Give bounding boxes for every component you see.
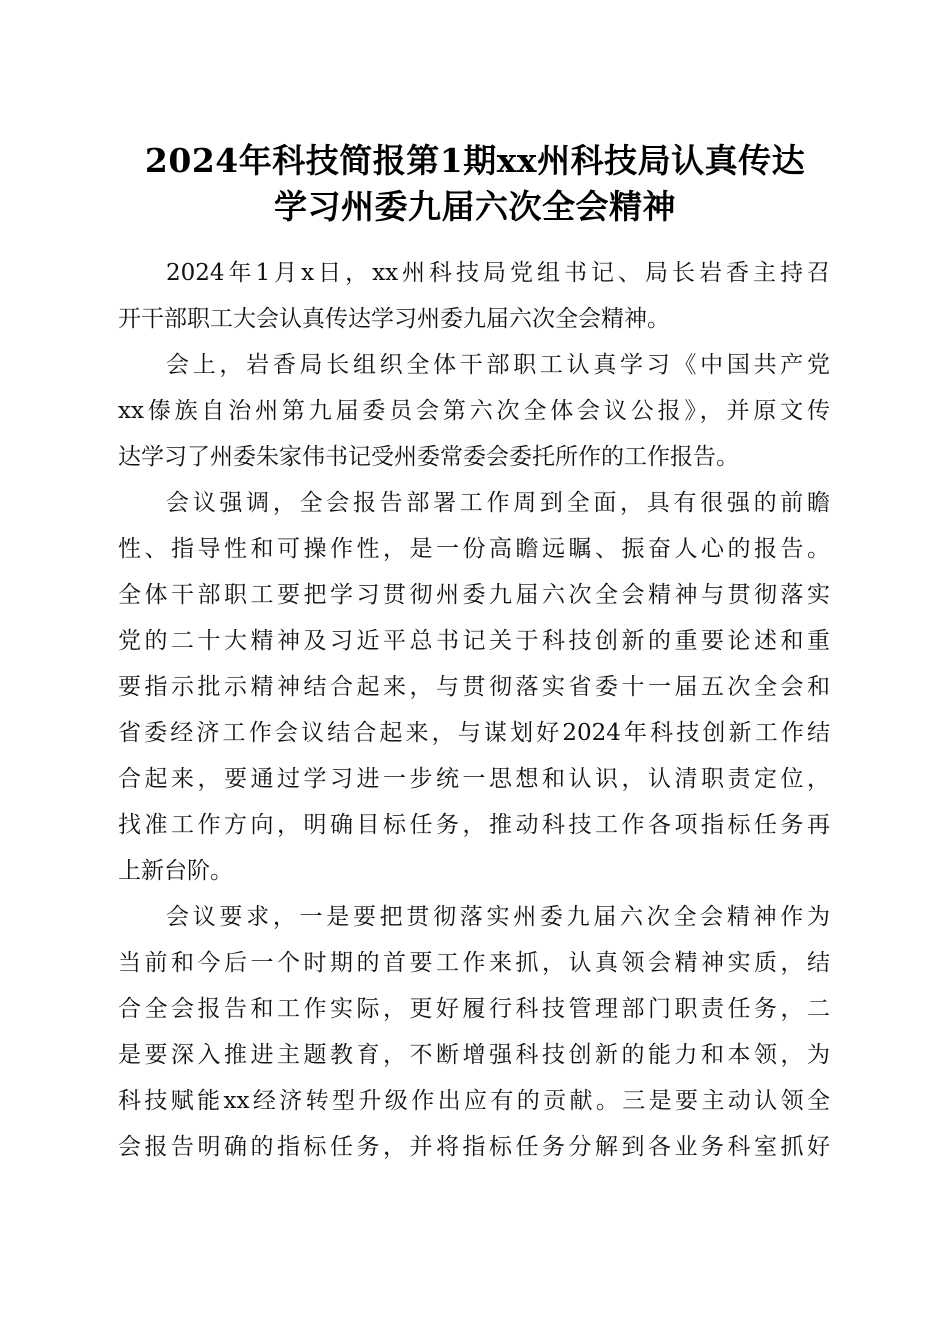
paragraph-line: 会报告明确的指标任务，并将指标任务分解到各业务科室抓好 <box>118 1134 830 1160</box>
paragraph-1 <box>118 250 830 342</box>
paragraph-line: 上新台阶。 <box>118 858 233 884</box>
paragraph-line: 开干部职工大会认真传达学习州委九届六次全会精神。 <box>118 306 670 332</box>
paragraph-line: 找准工作方向，明确目标任务，推动科技工作各项指标任务再 <box>118 812 830 838</box>
paragraph-line: 合起来，要通过学习进一步统一思想和认识，认清职责定位， <box>118 766 830 792</box>
paragraph-line: 会议强调，全会报告部署工作周到全面，具有很强的前瞻 <box>166 490 830 516</box>
document-title <box>100 138 850 230</box>
paragraph-4 <box>118 894 830 1170</box>
title-line-2: 学习州委九届六次全会精神 <box>274 187 676 226</box>
paragraph-line: 合全会报告和工作实际，更好履行科技管理部门职责任务，二 <box>118 996 830 1022</box>
paragraph-line: 要指示批示精神结合起来，与贯彻落实省委十一届五次全会和 <box>118 674 830 700</box>
paragraph-line: 全体干部职工要把学习贯彻州委九届六次全会精神与贯彻落实 <box>118 582 830 608</box>
title-line-1: 2024年科技简报第1期xx州科技局认真传达 <box>144 141 806 180</box>
paragraph-line: 2024年1月x日，xx州科技局党组书记、局长岩香主持召 <box>166 260 830 286</box>
paragraph-line: xx傣族自治州第九届委员会第六次全体会议公报》，并原文传 <box>118 398 830 424</box>
paragraph-line: 达学习了州委朱家伟书记受州委常委会委托所作的工作报告。 <box>118 444 739 470</box>
document-body <box>118 250 830 1170</box>
paragraph-3 <box>118 480 830 894</box>
paragraph-line: 党的二十大精神及习近平总书记关于科技创新的重要论述和重 <box>118 628 830 654</box>
paragraph-line: 会上，岩香局长组织全体干部职工认真学习《中国共产党 <box>166 352 830 378</box>
paragraph-2 <box>118 342 830 480</box>
paragraph-line: 省委经济工作会议结合起来，与谋划好2024年科技创新工作结 <box>118 720 830 746</box>
paragraph-line: 会议要求，一是要把贯彻落实州委九届六次全会精神作为 <box>166 904 830 930</box>
paragraph-line: 是要深入推进主题教育，不断增强科技创新的能力和本领，为 <box>118 1042 830 1068</box>
paragraph-line: 当前和今后一个时期的首要工作来抓，认真领会精神实质，结 <box>118 950 830 976</box>
paragraph-line: 科技赋能xx经济转型升级作出应有的贡献。三是要主动认领全 <box>118 1088 830 1114</box>
paragraph-line: 性、指导性和可操作性，是一份高瞻远瞩、振奋人心的报告。 <box>118 536 830 562</box>
